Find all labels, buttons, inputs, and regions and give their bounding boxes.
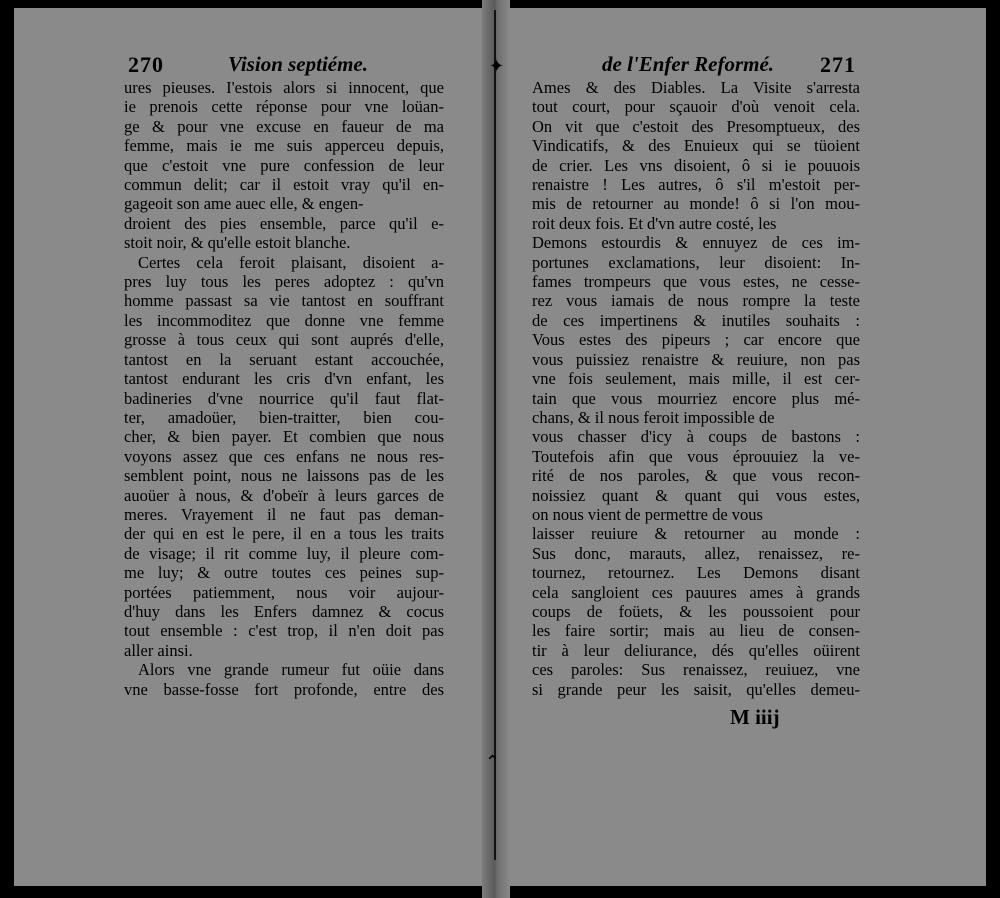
text-line: de ces impertinens & inutiles souhaits :	[532, 310, 860, 330]
left-page-header	[124, 52, 444, 78]
text-line: Ames & des Diables. La Visite s'arresta	[532, 78, 860, 97]
text-line: pres luy tous les peres adoptez : qu'vn	[124, 272, 444, 292]
text-line: tout court, pour sçauoir d'où venoit cela.	[532, 97, 860, 117]
text-line: ie prenois cette réponse pour vne loüan-	[124, 97, 444, 117]
text-line: vous puissiez renaistre & reuiure, non pas	[532, 349, 860, 369]
text-line: roit deux fois. Et d'vn autre costé, les	[532, 213, 777, 233]
text-line: homme passast sa vie tantost en souffrant	[124, 291, 444, 311]
text-line: stoit noir, & qu'elle estoit blanche.	[124, 233, 351, 253]
page-number: 270	[128, 52, 164, 77]
text-line: que c'estoit vne pure confession de leur	[124, 155, 444, 175]
right-page-text	[532, 78, 860, 699]
text-line: Vous estes des pipeurs ; car encore que	[532, 330, 860, 350]
text-line: gageoit son ame auec elle, & engen-	[124, 194, 364, 214]
text-line: de visage; il rit comme luy, il pleure com-	[124, 543, 444, 563]
right-page	[532, 52, 860, 729]
text-line: les faire sortir; mais au lieu de consen-	[532, 621, 860, 641]
text-line: fames trompeurs que vous estes, ne cesse-	[532, 272, 860, 292]
text-line: droient des pies ensemble, parce qu'il e-	[124, 213, 444, 233]
text-line: commun delit; car il estoit vray qu'il en-	[124, 175, 444, 195]
running-head: Vision septiéme.	[228, 52, 369, 76]
left-page	[124, 52, 444, 699]
text-line: cela sangloient ces pauures ames à grands	[532, 582, 860, 602]
gutter-fold-line	[494, 10, 496, 860]
text-line: badineries d'vne nourrice qu'il faut flat-	[124, 388, 444, 408]
text-line: tain que vous mourriez encore plus mé-	[532, 388, 860, 408]
text-line: cher, & bien payer. Et combien que nous	[124, 427, 444, 447]
text-line: aller ainsi.	[124, 640, 193, 660]
text-line: portées patiemment, nous voir aujour-	[124, 582, 444, 602]
text-line: ces paroles: Sus renaissez, reuiuez, vne	[532, 660, 860, 680]
text-line: Sus donc, marauts, allez, renaissez, re-	[532, 543, 860, 563]
text-line: les incommoditez que donne vne femme	[124, 310, 444, 330]
text-line: si grande peur les saisit, qu'elles demeu-	[532, 679, 860, 699]
text-line: Vindicatifs, & des Enuieux qui se tüoient	[532, 136, 860, 156]
text-line: tantost en la seruant estant accouchée,	[124, 349, 444, 369]
text-line: Certes cela feroit plaisant, disoient a-	[138, 252, 444, 272]
text-line: de crier. Les vns disoient, ô si ie pouuois	[532, 155, 860, 175]
text-line: meres. Vrayement il ne faut pas deman-	[124, 504, 444, 524]
text-line: voyons assez que ces enfans ne nous res-	[124, 446, 444, 466]
text-line: auoüer à nous, & d'obeïr à leurs garces de	[124, 485, 444, 505]
text-line: grosse à tous ceux qui sont auprés d'elle,	[124, 330, 444, 350]
text-line: ter, amadoüer, bien-traitter, bien cou-	[124, 407, 444, 427]
text-line: Demons estourdis & ennuyez de ces im-	[532, 233, 860, 253]
text-line: vne basse-fosse fort profonde, entre des	[124, 679, 444, 699]
text-line: me luy; & outre toutes ces peines sup-	[124, 563, 444, 583]
text-line: Alors vne grande rumeur fut oüie dans	[138, 660, 444, 680]
left-page-text	[124, 78, 444, 699]
bottom-ornament-icon: ⌃	[485, 752, 501, 773]
text-line: tout ensemble : c'est trop, il n'en doit pas	[124, 621, 444, 641]
text-line: on nous vient de permettre de vous	[532, 504, 763, 524]
text-line: On vit que c'estoit des Presomptueux, des	[532, 116, 860, 136]
text-line: tir à leur deliurance, dés qu'elles oüirent	[532, 640, 860, 660]
text-line: ge & pour vne excuse en faueur de ma	[124, 116, 444, 136]
signature-mark: M iiij	[730, 704, 780, 729]
text-line: noissiez quant & quant qui vous estes,	[532, 485, 860, 505]
text-line: portunes exclamations, leur disoient: In-	[532, 252, 860, 272]
text-line: mis de retourner au monde! ô si l'on mou-	[532, 194, 860, 214]
text-line: tournez, retournez. Les Demons disant	[532, 563, 860, 583]
text-line: vous chasser d'icy à coups de bastons :	[532, 427, 860, 447]
top-ornament-icon: ✦	[489, 56, 505, 77]
text-line: ures pieuses. I'estois alors si innocent, que	[124, 78, 444, 97]
text-line: semblent point, nous ne laissons pas de les	[124, 466, 444, 486]
text-line: coups de foüets, & les poussoient pour	[532, 601, 860, 621]
text-line: d'huy dans les Enfers damnez & cocus	[124, 601, 444, 621]
text-line: chans, & il nous feroit impossible de	[532, 407, 775, 427]
running-head: de l'Enfer Reformé.	[602, 52, 775, 76]
text-line: laisser reuiure & retourner au monde :	[532, 524, 860, 544]
text-line: der qui en est le pere, il en a tous les traits	[124, 524, 444, 544]
text-line: renaistre ! Les autres, ô s'il m'estoit per-	[532, 175, 860, 195]
text-line: tantost endurant les cris d'vn enfant, les	[124, 369, 444, 389]
text-line: rez vous iamais de nous rompre la teste	[532, 291, 860, 311]
page-number: 271	[820, 52, 856, 77]
right-page-header	[532, 52, 860, 78]
text-line: vne fois seulement, mais mille, il est cer-	[532, 369, 860, 389]
text-line: rité de nos paroles, & que vous recon-	[532, 466, 860, 486]
text-line: femme, mais ie me suis apperceu depuis,	[124, 136, 444, 156]
text-line: Toutefois afin que vous éprouuiez la ve-	[532, 446, 860, 466]
